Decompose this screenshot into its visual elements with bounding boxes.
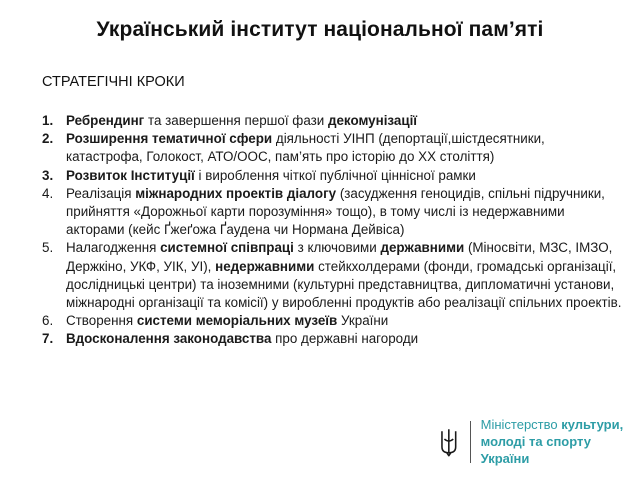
emphasis-text: державними xyxy=(380,240,465,256)
list-item-text xyxy=(66,239,622,312)
body-text: і вироблення чіткої публічної ціннісної рамки xyxy=(194,167,476,183)
body-text: Реалізація xyxy=(66,185,136,201)
list-item xyxy=(42,167,622,185)
ministry-line-2 xyxy=(481,433,640,467)
list-item-number: 2. xyxy=(42,131,54,147)
emphasis-text: Розширення тематичної сфери xyxy=(66,131,273,147)
list-item-number: 5. xyxy=(42,240,54,256)
ministry-line-2-bold: молоді та спорту України xyxy=(480,434,591,466)
emphasis-text: міжнародних проектів діалогу xyxy=(135,185,337,201)
list-item-number: 1. xyxy=(42,113,54,128)
list-item-text xyxy=(66,330,418,348)
footer-divider xyxy=(470,421,471,463)
emphasis-text: декомунізації xyxy=(327,113,418,128)
emphasis-text: системної співпраці xyxy=(160,240,294,256)
list-item-number: 7. xyxy=(42,331,54,347)
list-item-number: 6. xyxy=(42,313,54,329)
body-text: України xyxy=(337,313,389,329)
tryzub-icon xyxy=(440,427,458,457)
body-text: про державні нагороди xyxy=(271,331,419,347)
section-heading: СТРАТЕГІЧНІ КРОКИ xyxy=(42,74,185,90)
list-item xyxy=(42,330,622,348)
list-item-text xyxy=(66,312,388,330)
emphasis-text: Розвиток Інституції xyxy=(66,167,195,183)
ministry-name xyxy=(481,416,640,467)
ministry-line-1 xyxy=(481,416,640,433)
emphasis-text: недержавними xyxy=(215,258,315,274)
list-item-text xyxy=(66,167,476,185)
list-item xyxy=(42,112,622,130)
list-item xyxy=(42,239,622,312)
body-text: стейкхолдерами (фонди, громадські організації, дослідницькі центри) та іноземними (культурні представництва, дипломатичні установи, міжнародні організації та комісії) у виробленні продуктів або реалізації спільних проектів. xyxy=(66,258,622,311)
list-item-number: 3. xyxy=(42,167,54,183)
body-text: (Міносвіти, МЗС, ІМЗО, Держкіно, УКФ, УІК, УІ), xyxy=(66,240,613,274)
body-text: та завершення першої фази xyxy=(144,113,328,128)
slide-title: Український інститут національної пам’яті xyxy=(96,18,544,41)
list-item-text xyxy=(66,185,622,240)
strategic-steps-list xyxy=(42,112,622,349)
body-text: Налагодження xyxy=(66,240,161,256)
list-item-text xyxy=(66,130,622,166)
emphasis-text: Ребрендинг xyxy=(66,113,145,128)
emphasis-text: Вдосконалення законодавства xyxy=(66,331,272,347)
body-text: Створення xyxy=(66,313,137,329)
ministry-line-1-regular: Міністерство xyxy=(480,417,562,432)
body-text: (засудження геноцидів, спільні підручники, прийняття «Дорожньої карти порозуміння» тощо), в тому числі із недержавними акторами (кейс Ґжеґожа Ґаудена чи Нормана Дейвіса) xyxy=(66,185,605,238)
emphasis-text: системи меморіальних музеїв xyxy=(136,313,338,329)
list-item-text xyxy=(66,112,417,130)
ministry-footer xyxy=(440,416,640,467)
list-item xyxy=(42,312,622,330)
list-item xyxy=(42,185,622,240)
body-text: з ключовими xyxy=(293,240,381,256)
body-text: діяльності УІНП (депортації,шістдесятники, катастрофа, Голокост, АТО/ООС, пам’ять про історію до ХХ століття) xyxy=(66,131,545,165)
list-item-number: 4. xyxy=(42,185,54,201)
list-item xyxy=(42,130,622,166)
ministry-line-1-bold: культури, xyxy=(561,417,624,432)
